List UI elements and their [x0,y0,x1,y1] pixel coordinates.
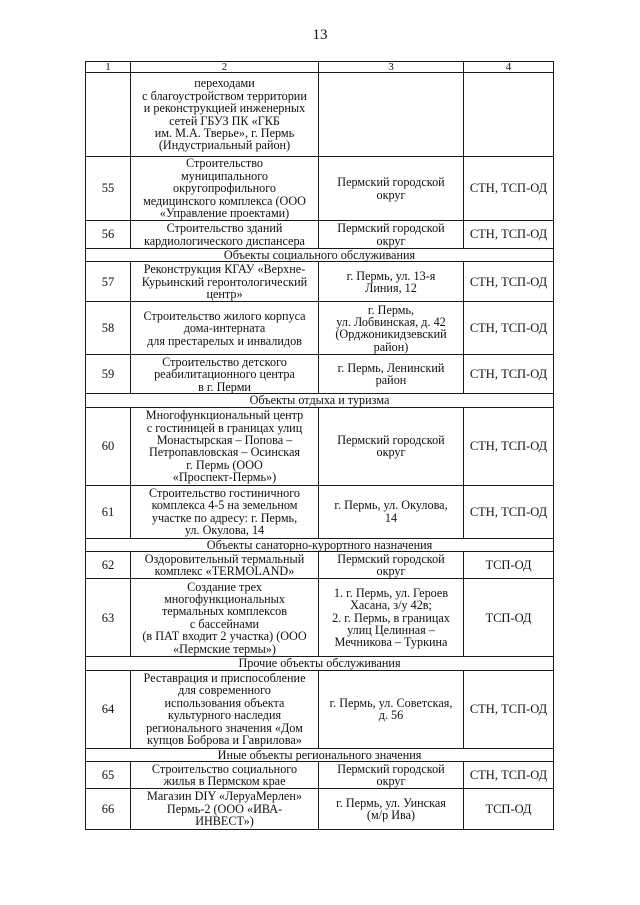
row-number-cell: 61 [86,485,131,538]
zone-code-cell: ТСП-ОД [464,789,554,830]
zone-code-cell: СТН, ТСП-ОД [464,302,554,355]
location-cell: г. Пермь, ул. Окулова, 14 [319,485,464,538]
location-cell: г. Пермь, ул. Уинская (м/р Ива) [319,789,464,830]
objects-table [85,61,554,830]
zone-code-cell: СТН, ТСП-ОД [464,485,554,538]
section-title: Объекты санаторно-курортного назначения [86,538,554,551]
row-number-cell: 65 [86,762,131,789]
column-header: 3 [319,62,464,73]
row-number-cell: 58 [86,302,131,355]
table-row [86,670,554,748]
section-header-row [86,249,554,262]
location-cell: г. Пермь, ул. Лобвинская, д. 42 (Орджоникидзевский район) [319,302,464,355]
location-cell: Пермский городской округ [319,552,464,579]
location-cell: 1. г. Пермь, ул. Героев Хасана, з/у 42в; 2. г. Пермь, в границах улиц Целинная – Мечникова – Туркина [319,579,464,657]
row-number-cell: 56 [86,221,131,249]
object-name-cell: переходами с благоустройством территории и реконструкцией инженерных сетей ГБУЗ ПК «ГКБ им. М.А. Тверье», г. Пермь (Индустриальный район) [131,73,319,157]
zone-code-cell: СТН, ТСП-ОД [464,157,554,221]
section-title: Объекты социального обслуживания [86,249,554,262]
table-row [86,579,554,657]
object-name-cell: Оздоровительный термальный комплекс «TERMOLAND» [131,552,319,579]
section-header-row [86,748,554,761]
row-number-cell: 60 [86,407,131,485]
zone-code-cell: ТСП-ОД [464,579,554,657]
section-title: Прочие объекты обслуживания [86,657,554,670]
object-name-cell: Многофункциональный центр с гостиницей в границах улиц Монастырская – Попова – Петропавловская – Осинская г. Пермь (ООО «Проспект-Пермь») [131,407,319,485]
section-title: Объекты отдыха и туризма [86,394,554,407]
table-row [86,355,554,394]
location-cell: Пермский городской округ [319,762,464,789]
location-cell: г. Пермь, ул. 13-я Линия, 12 [319,262,464,302]
location-cell: Пермский городской округ [319,221,464,249]
column-header: 4 [464,62,554,73]
object-name-cell: Реставрация и приспособление для современного использования объекта культурного наследия регионального значения «Дом купцов Боброва и Гаврилова» [131,670,319,748]
location-cell: г. Пермь, ул. Советская, д. 56 [319,670,464,748]
table-row [86,762,554,789]
section-header-row [86,394,554,407]
table-row [86,302,554,355]
object-name-cell: Строительство детского реабилитационного центра в г. Перми [131,355,319,394]
location-cell: Пермский городской округ [319,157,464,221]
object-name-cell: Строительство зданий кардиологического диспансера [131,221,319,249]
zone-code-cell: СТН, ТСП-ОД [464,670,554,748]
column-number-row [86,62,554,73]
zone-code-cell: СТН, ТСП-ОД [464,407,554,485]
row-number-cell: 59 [86,355,131,394]
column-header: 2 [131,62,319,73]
zone-code-cell: СТН, ТСП-ОД [464,221,554,249]
object-name-cell: Строительство социального жилья в Пермском крае [131,762,319,789]
table-row-continuation [86,73,554,157]
row-number-cell: 62 [86,552,131,579]
object-name-cell: Реконструкция КГАУ «Верхне- Курьинский геронтологический центр» [131,262,319,302]
location-cell: г. Пермь, Ленинский район [319,355,464,394]
object-name-cell: Строительство гостиничного комплекса 4-5 на земельном участке по адресу: г. Пермь, ул. Окулова, 14 [131,485,319,538]
table-row [86,789,554,830]
object-name-cell: Строительство жилого корпуса дома-интерната для престарелых и инвалидов [131,302,319,355]
row-number-cell: 66 [86,789,131,830]
row-number-cell: 55 [86,157,131,221]
location-cell [319,73,464,157]
row-number-cell [86,73,131,157]
row-number-cell: 57 [86,262,131,302]
column-header: 1 [86,62,131,73]
zone-code-cell [464,73,554,157]
zone-code-cell: СТН, ТСП-ОД [464,262,554,302]
zone-code-cell: ТСП-ОД [464,552,554,579]
row-number-cell: 64 [86,670,131,748]
table-row [86,262,554,302]
table-row [86,157,554,221]
section-title: Иные объекты регионального значения [86,748,554,761]
zone-code-cell: СТН, ТСП-ОД [464,762,554,789]
row-number-cell: 63 [86,579,131,657]
page-number: 13 [312,27,328,43]
object-name-cell: Создание трех многофункциональных термальных комплексов с бассейнами (в ПАТ входит 2 участка) (ООО «Пермские термы») [131,579,319,657]
location-cell: Пермский городской округ [319,407,464,485]
table-row [86,485,554,538]
object-name-cell: Строительство муниципального округопрофильного медицинского комплекса (ООО «Управление проектами) [131,157,319,221]
table-row [86,407,554,485]
zone-code-cell: СТН, ТСП-ОД [464,355,554,394]
section-header-row [86,657,554,670]
table-row [86,221,554,249]
section-header-row [86,538,554,551]
table-row [86,552,554,579]
object-name-cell: Магазин DIY «ЛеруаМерлен» Пермь-2 (ООО «ИВА- ИНВЕСТ») [131,789,319,830]
